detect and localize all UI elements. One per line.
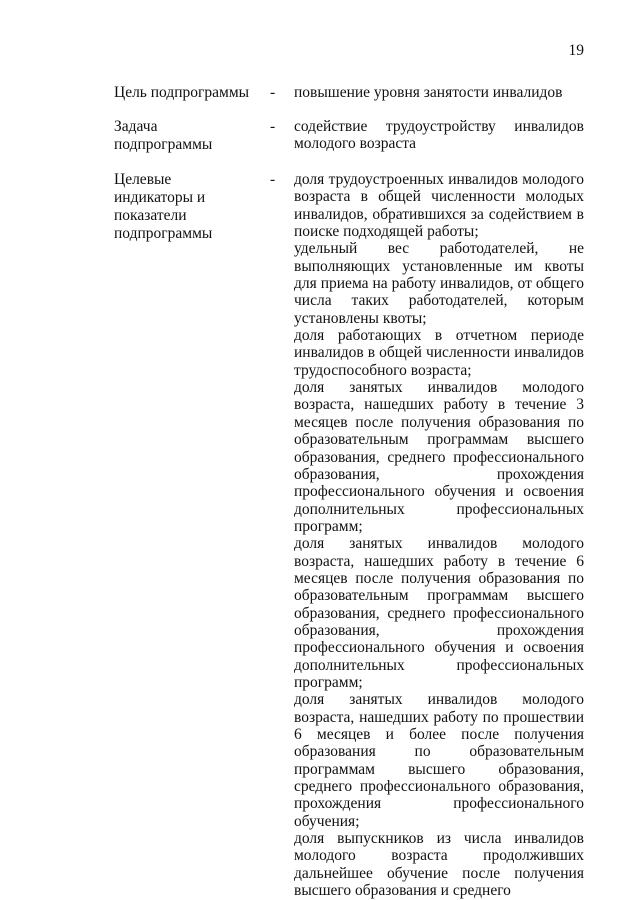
indicators-value (294, 171, 584, 899)
indicator-item: доля занятых инвалидов молодого возраста, нашедших работу в течение 6 месяцев после получения образования по образовательным программам высшего образования, среднего профессионального образования, прохождения профессионального обучения и освоения дополнительных профессиональных программ; (294, 535, 584, 691)
goal-dash: - (270, 84, 276, 101)
task-text: содействие трудоустройству инвалидов молодого возраста (294, 118, 584, 153)
task-value (294, 118, 584, 153)
goal-value (294, 84, 584, 101)
page-number: 19 (568, 42, 584, 59)
goal-label: Цель подпрограммы (114, 84, 250, 101)
task-dash: - (270, 118, 276, 135)
indicator-item: доля работающих в отчетном периоде инвалидов в общей численности инвалидов трудоспособного возраста; (294, 327, 584, 379)
indicator-item: доля выпускников из числа инвалидов молодого возраста продолживших дальнейшее обучение после получения высшего образования и среднего (294, 830, 584, 900)
indicators-dash: - (270, 171, 276, 188)
indicators-label: Целевые индикаторы и показатели подпрограммы (114, 171, 213, 242)
goal-text: повышение уровня занятости инвалидов (294, 84, 563, 101)
indicator-item: доля трудоустроенных инвалидов молодого возраста в общей численности молодых инвалидов, обратившихся за содействием в поиске подходящей работы; (294, 171, 584, 241)
indicator-item: удельный вес работодателей, не выполняющих установленные им квоты для приема на работу инвалидов, от общего числа таких работодателей, которым установлены квоты; (294, 240, 584, 327)
indicator-item: доля занятых инвалидов молодого возраста, нашедших работу в течение 3 месяцев после получения образования по образовательным программам высшего образования, среднего профессионального образования, прохождения профессионального обучения и освоения дополнительных профессиональных программ; (294, 379, 584, 535)
indicator-item: доля занятых инвалидов молодого возраста, нашедших работу по прошествии 6 месяцев и более после получения образования по образовательным программам высшего образования, среднего профессионального образования, прохождения профессионального обучения; (294, 691, 584, 830)
task-label: Задача подпрограммы (114, 118, 213, 153)
